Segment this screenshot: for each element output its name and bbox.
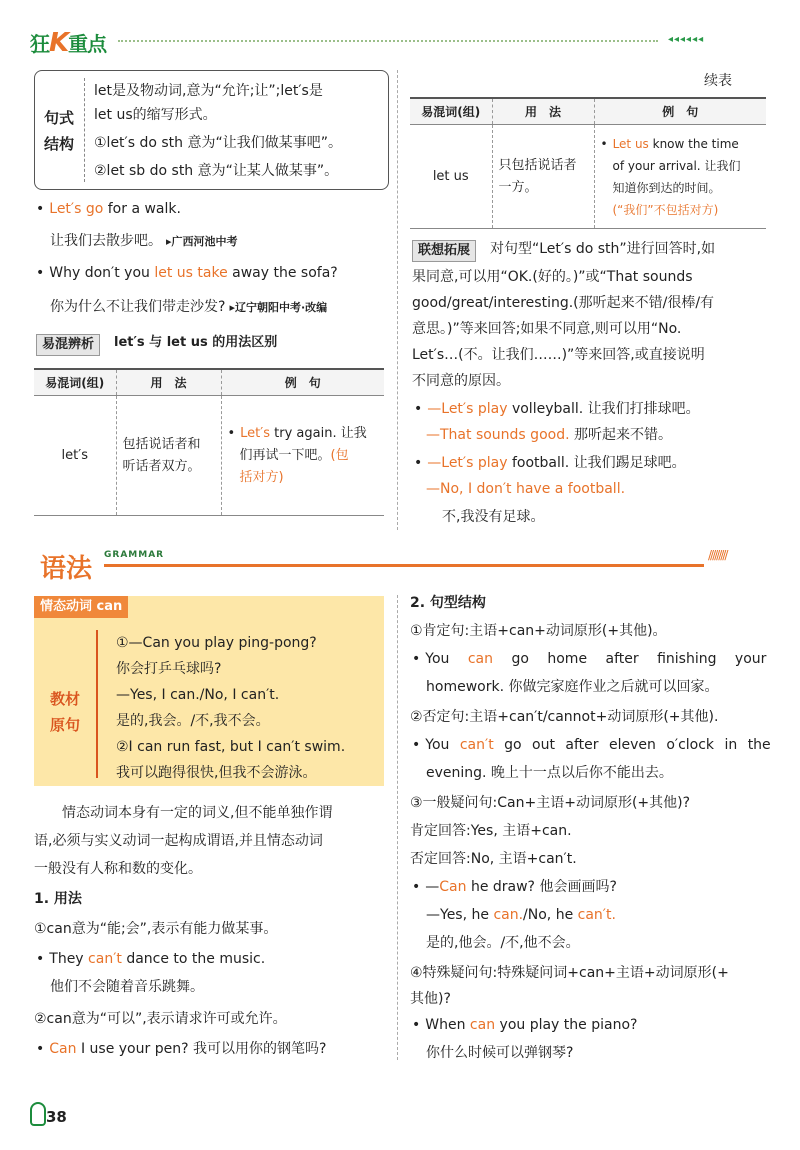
extend-example-5: 不,我没有足球。 bbox=[442, 509, 545, 525]
extend-line-3: good/great/interesting.(那听起来不错/很棒/有 bbox=[412, 295, 715, 311]
cell-usage: 只包括说话者 一方。 bbox=[492, 125, 594, 229]
page-number: 38 bbox=[46, 1108, 67, 1126]
extend-line-1: 对句型“Let′s do sth”进行回答时,如 bbox=[490, 241, 716, 257]
cell-usage: 包括说话者和 听话者双方。 bbox=[116, 396, 221, 516]
textbook-line-5: ②I can run fast, but I can′t swim. bbox=[116, 739, 346, 755]
structure-line-4: ②let sb do sth 意为“让某人做某事”。 bbox=[94, 163, 339, 179]
usage-point-2: ②can意为“可以”,表示请求许可或允许。 bbox=[34, 1011, 287, 1027]
cell-example: • Let us know the time of your arrival. 让我们 知道你到达的时间。 (“我们”不包括对方) bbox=[594, 125, 766, 229]
usage-example-2: • Can I use your pen? 我可以用你的钢笔吗? bbox=[36, 1038, 326, 1060]
structure-example-2: • You can′t go out after eleven o′clock in the bbox=[412, 734, 771, 756]
extend-example-4: —No, I don′t have a football. bbox=[426, 481, 626, 497]
example-1-cn: 让我们去散步吧。 ▸广西河池中考 bbox=[50, 233, 238, 249]
textbook-line-2: 你会打乒乓球吗? bbox=[116, 661, 222, 677]
structure-example-3-cn: 是的,他会。/不,他不会。 bbox=[426, 935, 580, 951]
intro-line-1: 情态动词本身有一定的词义,但不能单独作谓 bbox=[62, 805, 333, 821]
usage-example-1: • They can′t dance to the music. bbox=[36, 948, 265, 970]
box-separator bbox=[84, 78, 85, 182]
extend-tag: 联想拓展 bbox=[412, 240, 476, 262]
cell-word: let us bbox=[410, 125, 492, 229]
confuse-tag: 易混辨析 bbox=[36, 334, 100, 356]
col-header-example: 例 句 bbox=[221, 369, 384, 396]
example-2-cn: 你为什么不让我们带走沙发? ▸辽宁朝阳中考·改编 bbox=[50, 299, 328, 315]
usage-example-1-cn: 他们不会随着音乐跳舞。 bbox=[50, 979, 204, 995]
header-dotted-line bbox=[118, 40, 658, 42]
grammar-title: 语法 bbox=[40, 554, 93, 584]
let-us-table bbox=[410, 97, 766, 229]
column-divider-lower bbox=[397, 595, 398, 1060]
grammar-en: GRAMMAR bbox=[104, 550, 165, 560]
structure-line-1: let是及物动词,意为“允许;让”;let′s是 bbox=[94, 83, 323, 99]
structure-example-4: • When can you play the piano? bbox=[412, 1014, 637, 1036]
sentence-structure-label: 句式 结构 bbox=[44, 109, 75, 153]
extend-line-4: 意思。)”等来回答;如果不同意,则可以用“No. bbox=[412, 321, 682, 337]
col-header-example: 例 句 bbox=[594, 98, 766, 125]
extend-example-2: —That sounds good. 那听起来不错。 bbox=[426, 427, 672, 443]
cell-word: let′s bbox=[34, 396, 116, 516]
header-triangles: ◂◂◂◂◂◂ bbox=[668, 34, 705, 45]
structure-point-2: ②否定句:主语+can′t/cannot+动词原形(+其他). bbox=[410, 709, 719, 725]
textbook-line-6: 我可以跑得很快,但我不会游泳。 bbox=[116, 765, 317, 781]
structure-point-3a: 肯定回答:Yes, 主语+can. bbox=[410, 823, 572, 839]
cell-example: • Let′s try again. 让我 们再试一下吧。(包 括对方) bbox=[221, 396, 384, 516]
structure-example-1b: homework. 你做完家庭作业之后就可以回家。 bbox=[426, 679, 719, 695]
intro-line-2: 语,必须与实义动词一起构成谓语,并且情态动词 bbox=[34, 833, 323, 849]
structure-point-3b: 否定回答:No, 主语+can′t. bbox=[410, 851, 577, 867]
structure-point-4b: 其他)? bbox=[410, 991, 451, 1007]
can-tag: 情态动词 can bbox=[34, 596, 128, 618]
textbook-line-3: —Yes, I can./No, I can′t. bbox=[116, 687, 280, 703]
structure-example-2b: evening. 晚上十一点以后你不能出去。 bbox=[426, 765, 673, 781]
structure-example-3b: —Yes, he can./No, he can′t. bbox=[426, 907, 616, 923]
structure-title: 2. 句型结构 bbox=[410, 595, 486, 611]
structure-point-3: ③一般疑问句:Can+主语+动词原形(+其他)? bbox=[410, 795, 691, 811]
structure-example-4-cn: 你什么时候可以弹钢琴? bbox=[426, 1045, 574, 1061]
lightbulb-icon bbox=[30, 1102, 46, 1126]
col-header-word: 易混词(组) bbox=[34, 369, 116, 396]
textbook-separator bbox=[96, 630, 98, 778]
lets-table bbox=[34, 368, 384, 516]
grammar-hatch: ///////// bbox=[708, 548, 727, 562]
textbook-line-4: 是的,我会。/不,我不会。 bbox=[116, 713, 270, 729]
usage-point-1: ①can意为“能;会”,表示有能力做某事。 bbox=[34, 921, 278, 937]
extend-line-5: Let′s…(不。让我们……)”等来回答,或直接说明 bbox=[412, 347, 705, 363]
col-header-word: 易混词(组) bbox=[410, 98, 492, 125]
col-header-usage: 用 法 bbox=[116, 369, 221, 396]
structure-example-1: • You can go home after finishing your bbox=[412, 648, 766, 670]
structure-point-4a: ④特殊疑问句:特殊疑问词+can+主语+动词原形(+ bbox=[410, 965, 729, 981]
confuse-title: let′s 与 let us 的用法区别 bbox=[114, 335, 278, 350]
intro-line-3: 一般没有人称和数的变化。 bbox=[34, 861, 202, 877]
usage-title: 1. 用法 bbox=[34, 891, 82, 907]
col-header-usage: 用 法 bbox=[492, 98, 594, 125]
textbook-label: 教材 原句 bbox=[50, 690, 81, 734]
example-1: • Let′s go for a walk. bbox=[36, 198, 181, 220]
brand-logo: 狂K重点 bbox=[30, 28, 107, 58]
structure-line-2: let us的缩写形式。 bbox=[94, 107, 217, 123]
structure-line-3: ①let′s do sth 意为“让我们做某事吧”。 bbox=[94, 135, 342, 151]
textbook-line-1: ①—Can you play ping-pong? bbox=[116, 635, 317, 651]
grammar-underline bbox=[104, 564, 704, 567]
column-divider bbox=[397, 70, 398, 530]
extend-line-2: 果同意,可以用“OK.(好的。)”或“That sounds bbox=[412, 269, 693, 285]
extend-line-6: 不同意的原因。 bbox=[412, 373, 510, 389]
extend-example-1: • —Let′s play volleyball. 让我们打排球吧。 bbox=[414, 398, 700, 420]
structure-example-3: • —Can he draw? 他会画画吗? bbox=[412, 876, 617, 898]
structure-point-1: ①肯定句:主语+can+动词原形(+其他)。 bbox=[410, 623, 667, 639]
example-2: • Why don′t you let us take away the sofa? bbox=[36, 262, 338, 284]
extend-example-3: • —Let′s play football. 让我们踢足球吧。 bbox=[414, 452, 686, 474]
continued-label: 续表 bbox=[704, 73, 732, 89]
